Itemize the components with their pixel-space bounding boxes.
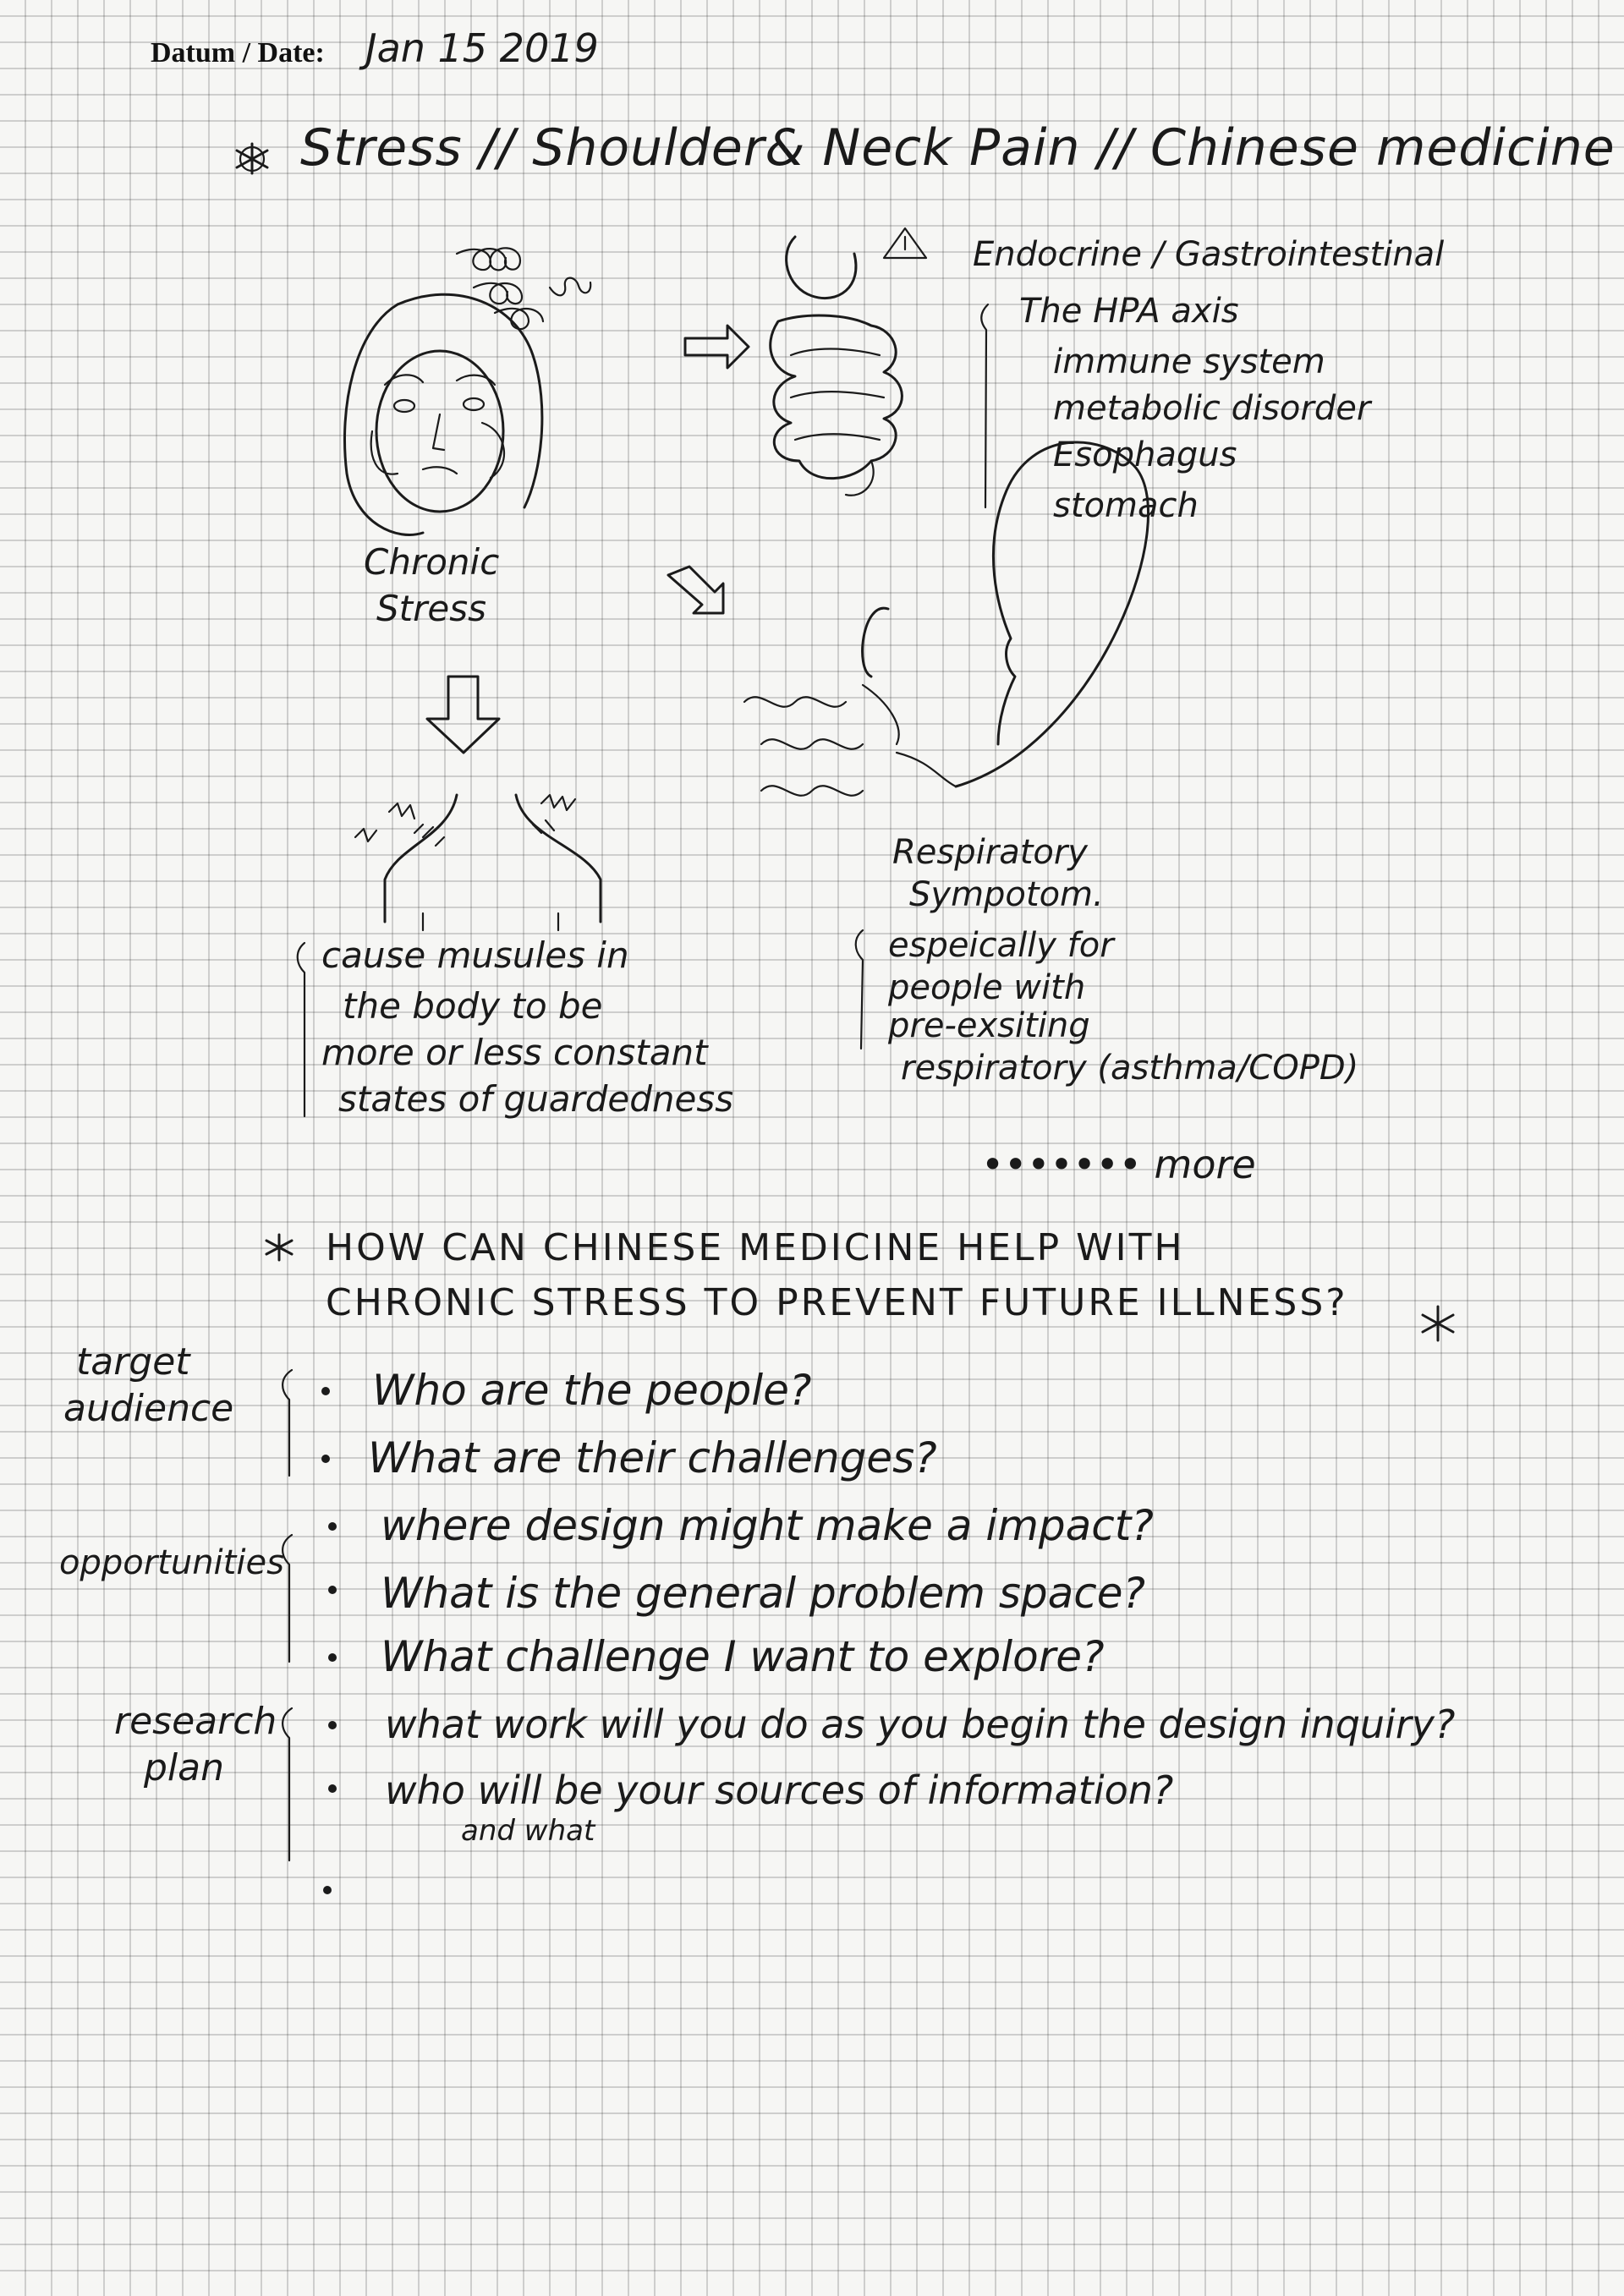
heading-star-icon: [237, 144, 267, 173]
muscles-note: the body to be: [343, 985, 603, 1027]
opportunities-label: opportunities: [59, 1543, 284, 1582]
more-text: ••••••• more: [981, 1142, 1256, 1187]
respiratory-note: espeically for: [888, 926, 1114, 965]
endocrine-title: Endocrine / Gastrointestinal: [973, 235, 1445, 274]
muscles-note: cause musules in: [321, 934, 629, 976]
arrow-to-respiratory-icon: [668, 567, 723, 613]
arrow-to-shoulders-icon: [427, 677, 499, 753]
date-value: Jan 15 2019: [365, 25, 599, 71]
respiratory-title: Respiratory: [892, 833, 1088, 872]
target-audience-label: audience: [63, 1387, 234, 1430]
endocrine-item: immune system: [1053, 342, 1325, 381]
question-star-icon: [266, 1235, 292, 1260]
research-plan-label: research: [114, 1700, 277, 1743]
research-plan-label: plan: [144, 1746, 225, 1789]
shoulders-sketch: [355, 795, 601, 930]
respiratory-brace: [856, 930, 863, 1049]
opportunity-item: What is the general problem space?: [381, 1569, 1146, 1618]
bottom-star-icon: [1423, 1307, 1453, 1340]
target-audience-label: target: [76, 1340, 190, 1384]
digestive-system-sketch: [771, 237, 903, 496]
date-label: Datum / Date:: [151, 37, 325, 68]
endocrine-item: stomach: [1053, 486, 1199, 525]
chronic-stress-line1: Chronic: [364, 541, 500, 583]
respiratory-subtitle: Sympotom.: [909, 875, 1104, 914]
research-sub: and what: [461, 1814, 595, 1848]
audience-brace: [283, 1370, 292, 1476]
bullet: [321, 1387, 330, 1395]
question-line2: CHRONIC STRESS TO PREVENT FUTURE ILLNESS?: [326, 1281, 1348, 1324]
research-item: who will be your sources of information?: [385, 1767, 1174, 1813]
bullet: [321, 1455, 330, 1463]
endocrine-bracket: [981, 304, 988, 507]
endocrine-item: Esophagus: [1053, 436, 1237, 474]
endocrine-item: The HPA axis: [1019, 292, 1239, 331]
chronic-stress-line2: Stress: [376, 588, 486, 629]
stressed-woman-sketch: [345, 248, 591, 534]
opportunity-item: where design might make a impact?: [381, 1501, 1154, 1550]
respiratory-note: respiratory (asthma/COPD): [901, 1049, 1359, 1088]
bullet: [328, 1586, 337, 1594]
opportunity-item: What challenge I want to explore?: [381, 1632, 1105, 1681]
bullet: [323, 1886, 332, 1894]
bullet: [328, 1522, 337, 1531]
warning-icon: [884, 228, 926, 258]
muscles-brace: [298, 943, 304, 1116]
bullet: [328, 1784, 337, 1793]
audience-item: What are their challenges?: [368, 1433, 937, 1482]
muscles-note: states of guardedness: [338, 1078, 734, 1120]
bullet: [328, 1653, 337, 1662]
research-brace: [283, 1708, 292, 1860]
page-title: Stress // Shoulder& Neck Pain // Chinese medicine: [300, 118, 1616, 178]
bullet: [328, 1721, 337, 1729]
respiratory-note: pre-exsiting: [888, 1006, 1090, 1045]
muscles-note: more or less constant: [321, 1032, 708, 1073]
endocrine-item: metabolic disorder: [1053, 389, 1371, 428]
audience-item: Who are the people?: [372, 1366, 812, 1415]
question-line1: HOW CAN CHINESE MEDICINE HELP WITH: [326, 1226, 1185, 1269]
research-item: what work will you do as you begin the design inquiry?: [385, 1701, 1456, 1747]
respiratory-note: people with: [888, 968, 1086, 1007]
arrow-to-digestive-icon: [685, 326, 749, 368]
